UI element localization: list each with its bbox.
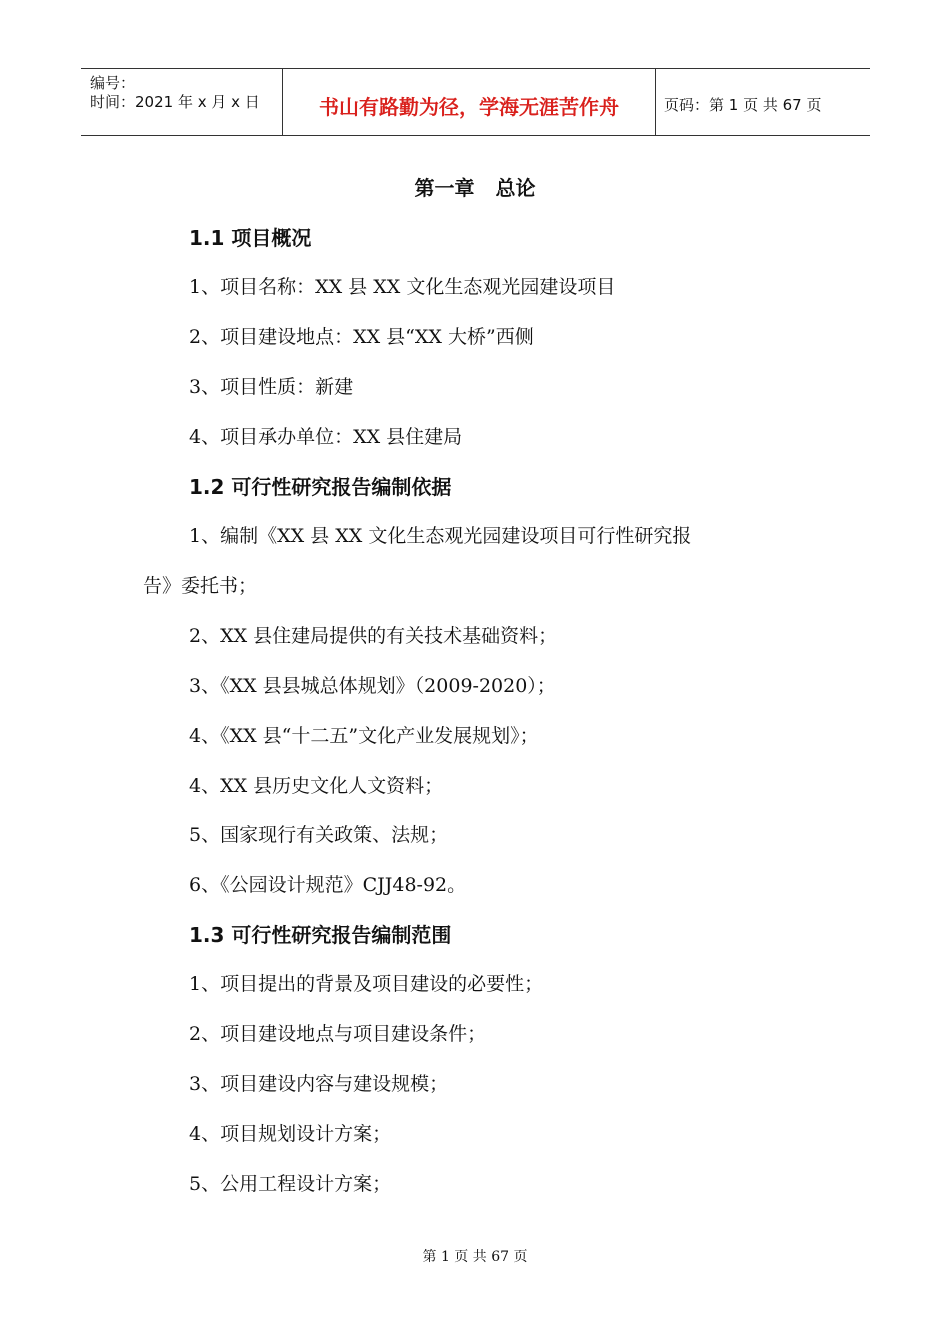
page-header [81,68,870,136]
list-item: 3、项目性质：新建 [189,376,354,398]
header-left-cell [81,69,283,135]
chapter-title: 第一章 总论 [414,176,536,200]
section-heading-1-2: 1.2 可行性研究报告编制依据 [189,475,452,499]
header-motto: 书山有路勤为径，学海无涯苦作舟 [319,95,619,119]
list-item: 3、《XX 县县城总体规划》（2009-2020）； [189,675,556,697]
list-item: 1、项目名称：XX 县 XX 文化生态观光园建设项目 [189,276,616,298]
list-item: 6、《公园设计规范》CJJ48-92。 [189,874,467,896]
list-item: 2、项目建设地点：XX 县“XX 大桥”西侧 [189,326,534,348]
document-number: 编号： [90,74,136,92]
list-item: 1、编制《XX 县 XX 文化生态观光园建设项目可行性研究报 [189,525,692,547]
list-item: 4、XX 县历史文化人文资料； [189,775,444,797]
list-item-continuation: 告》委托书； [143,575,258,597]
list-item: 4、项目承办单位：XX 县住建局 [189,426,463,448]
list-item: 5、国家现行有关政策、法规； [189,824,449,846]
section-heading-1-1: 1.1 项目概况 [189,226,312,250]
list-item: 1、项目提出的背景及项目建设的必要性； [189,973,544,995]
list-item: 2、XX 县住建局提供的有关技术基础资料； [189,625,558,647]
page-footer: 第 1 页 共 67 页 [422,1249,528,1265]
section-heading-1-3: 1.3 可行性研究报告编制范围 [189,923,452,947]
list-item: 4、《XX 县“十二五”文化产业发展规划》； [189,725,539,747]
header-center-cell [283,69,656,135]
list-item: 2、项目建设地点与项目建设条件； [189,1023,487,1045]
document-date: 时间：2021 年 x 月 x 日 [90,93,260,111]
list-item: 5、公用工程设计方案； [189,1173,392,1195]
list-item: 3、项目建设内容与建设规模； [189,1073,449,1095]
header-page-info: 页码：第 1 页 共 67 页 [664,96,822,114]
list-item: 4、项目规划设计方案； [189,1123,392,1145]
header-right-cell [656,69,870,135]
